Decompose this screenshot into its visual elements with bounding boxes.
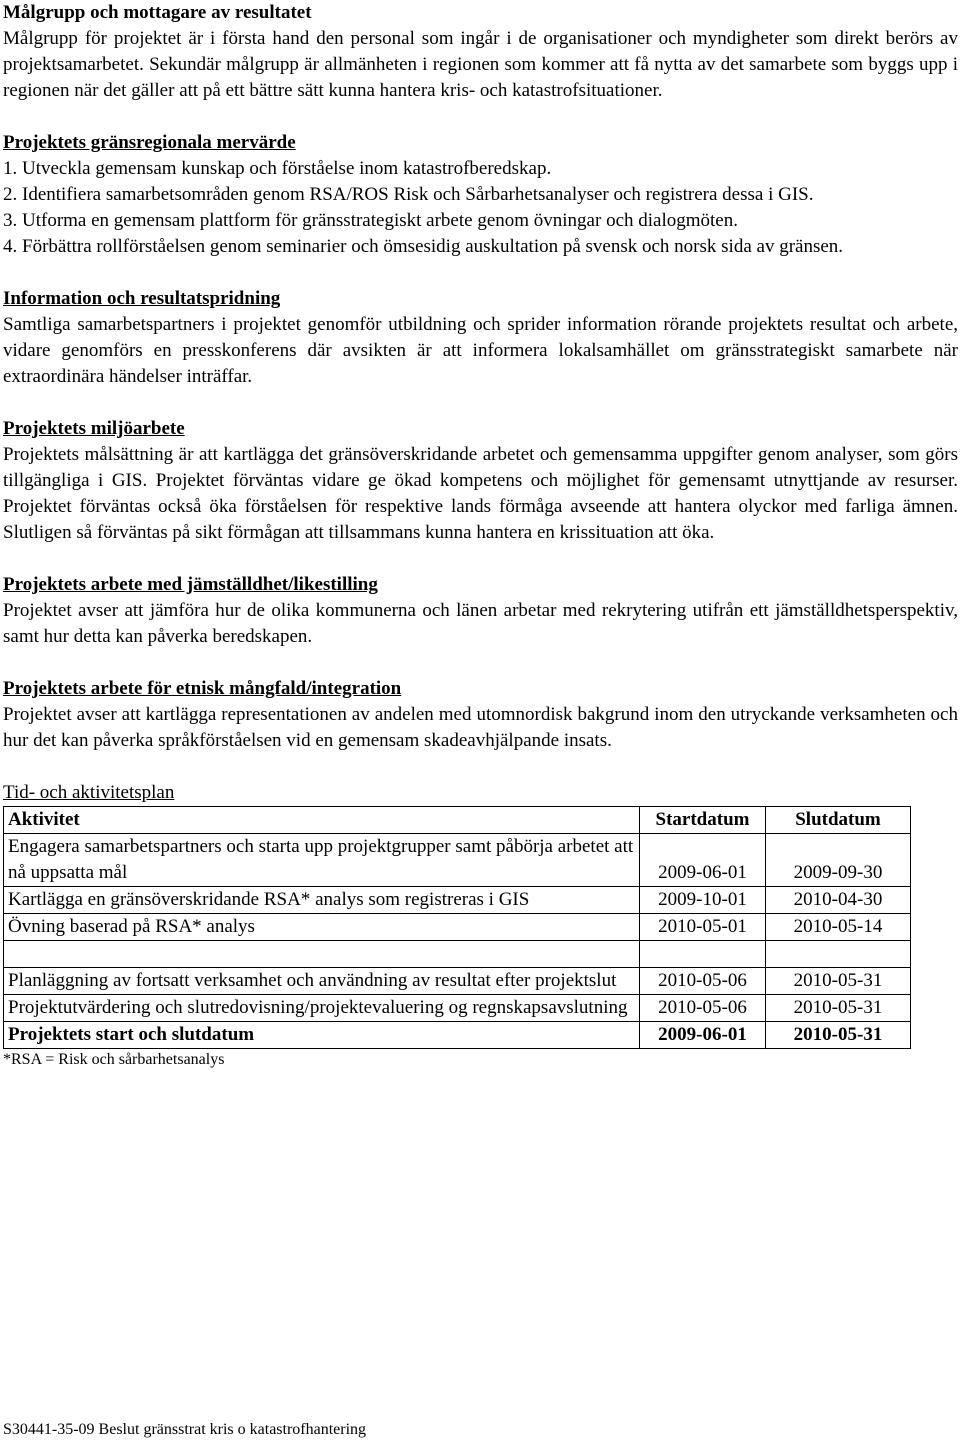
total-end-date-cell: 2010-05-31 (766, 1022, 911, 1049)
value-item-4: 4. Förbättra rollförståelsen genom seminarier och ömsesidig auskultation på svensk och norsk sida av gränsen. (3, 236, 844, 257)
environment-heading: Projektets miljöarbete (3, 418, 185, 439)
table-row (4, 968, 911, 995)
table-row (4, 887, 911, 914)
activity-cell: Projektutvärdering och slutredovisning/projektevaluering og regnskapsavslutning (4, 995, 640, 1022)
end-date-cell (766, 941, 911, 968)
start-date-cell: 2010-05-06 (640, 995, 766, 1022)
start-date-cell (640, 941, 766, 968)
diversity-text: Projektet avser att kartlägga representationen av andelen med utomnordisk bakgrund inom den utryckande verksamheten och hur det kan påverka språkförståelsen vid en gemensam skadeavhjälpande insats. (3, 704, 958, 751)
header-activity: Aktivitet (4, 807, 640, 834)
activity-cell: Kartlägga en gränsöverskridande RSA* analys som registreras i GIS (4, 887, 640, 914)
start-date-cell: 2009-06-01 (640, 834, 766, 887)
table-row (4, 995, 911, 1022)
environment-text: Projektets målsättning är att kartlägga det gränsöverskridande arbetet och gemensamma uppgifter genom analyser, som görs tillgängliga i GIS. Projektet förväntas vidare ge ökad kompetens och möjlighet för gemensamt utnyttjande av resurser. Projektet förväntas också öka förståelsen för respektive lands förmåga avseende att hantera olyckor med farliga ämnen. Slutligen så förväntas på sikt förmågan att tillsammans kunna hantera en krissituation att öka. (3, 444, 958, 543)
table-row (4, 914, 911, 941)
information-heading: Information och resultatspridning (3, 288, 281, 309)
table-header-row (4, 807, 911, 834)
value-item-3: 3. Utforma en gemensam plattform för gränsstrategiskt arbete genom övningar och dialogmöten. (3, 210, 738, 231)
value-item-1: 1. Utveckla gemensam kunskap och förståelse inom katastrofberedskap. (3, 158, 552, 179)
equality-section (3, 572, 958, 650)
activity-plan-table (3, 806, 911, 1049)
table-total-row (4, 1022, 911, 1049)
activity-cell: Engagera samarbetspartners och starta upp projektgrupper samt påbörja arbetet att nå uppsatta mål (4, 834, 640, 887)
end-date-cell: 2010-05-31 (766, 968, 911, 995)
total-start-date-cell: 2009-06-01 (640, 1022, 766, 1049)
target-group-text: Målgrupp för projektet är i första hand den personal som ingår i de organisationer och myndigheter som direkt berörs av projektsamarbetet. Sekundär målgrupp är allmänheten i regionen som kommer att få nytta av det samarbete som byggs upp i regionen när det gäller att på ett bättre sätt kunna hantera kris- och katastrofsituationer. (3, 28, 958, 101)
end-date-cell: 2010-05-31 (766, 995, 911, 1022)
activity-cell: Planläggning av fortsatt verksamhet och användning av resultat efter projektslut (4, 968, 640, 995)
activity-plan-section (3, 780, 958, 1071)
start-date-cell: 2009-10-01 (640, 887, 766, 914)
document-page (3, 0, 958, 1071)
diversity-heading: Projektets arbete för etnisk mångfald/integration (3, 678, 402, 699)
header-start-date: Startdatum (640, 807, 766, 834)
header-end-date: Slutdatum (766, 807, 911, 834)
equality-heading: Projektets arbete med jämställdhet/likestilling (3, 574, 378, 595)
end-date-cell: 2010-04-30 (766, 887, 911, 914)
activity-plan-title: Tid- och aktivitetsplan (3, 782, 175, 803)
diversity-section (3, 676, 958, 754)
value-item-2: 2. Identifiera samarbetsområden genom RSA/ROS Risk och Sårbarhetsanalyser och registrera dessa i GIS. (3, 184, 814, 205)
target-group-heading: Målgrupp och mottagare av resultatet (3, 2, 312, 23)
cross-border-value-heading: Projektets gränsregionala mervärde (3, 132, 296, 153)
equality-text: Projektet avser att jämföra hur de olika kommunerna och länen arbetar med rekrytering utifrån ett jämställdhetsperspektiv, samt hur detta kan påverka beredskapen. (3, 600, 958, 647)
information-section (3, 286, 958, 390)
start-date-cell: 2010-05-01 (640, 914, 766, 941)
rsa-footnote: *RSA = Risk och sårbarhetsanalys (3, 1051, 225, 1068)
end-date-cell: 2009-09-30 (766, 834, 911, 887)
table-row-empty (4, 941, 911, 968)
start-date-cell: 2010-05-06 (640, 968, 766, 995)
end-date-cell: 2010-05-14 (766, 914, 911, 941)
page-footer: S30441-35-09 Beslut gränsstrat kris o katastrofhantering (3, 1421, 367, 1438)
target-group-section (3, 0, 958, 104)
cross-border-value-section (3, 130, 958, 260)
table-row (4, 834, 911, 887)
environment-section (3, 416, 958, 546)
activity-cell: Övning baserad på RSA* analys (4, 914, 640, 941)
total-activity-cell: Projektets start och slutdatum (4, 1022, 640, 1049)
information-text: Samtliga samarbetspartners i projektet genomför utbildning och sprider information rörande projektets resultat och arbete, vidare genomförs en presskonferens där avsikten är att informera lokalsamhället om gränsstrategiskt samarbete när extraordinära händelser inträffar. (3, 314, 958, 387)
activity-cell (4, 941, 640, 968)
